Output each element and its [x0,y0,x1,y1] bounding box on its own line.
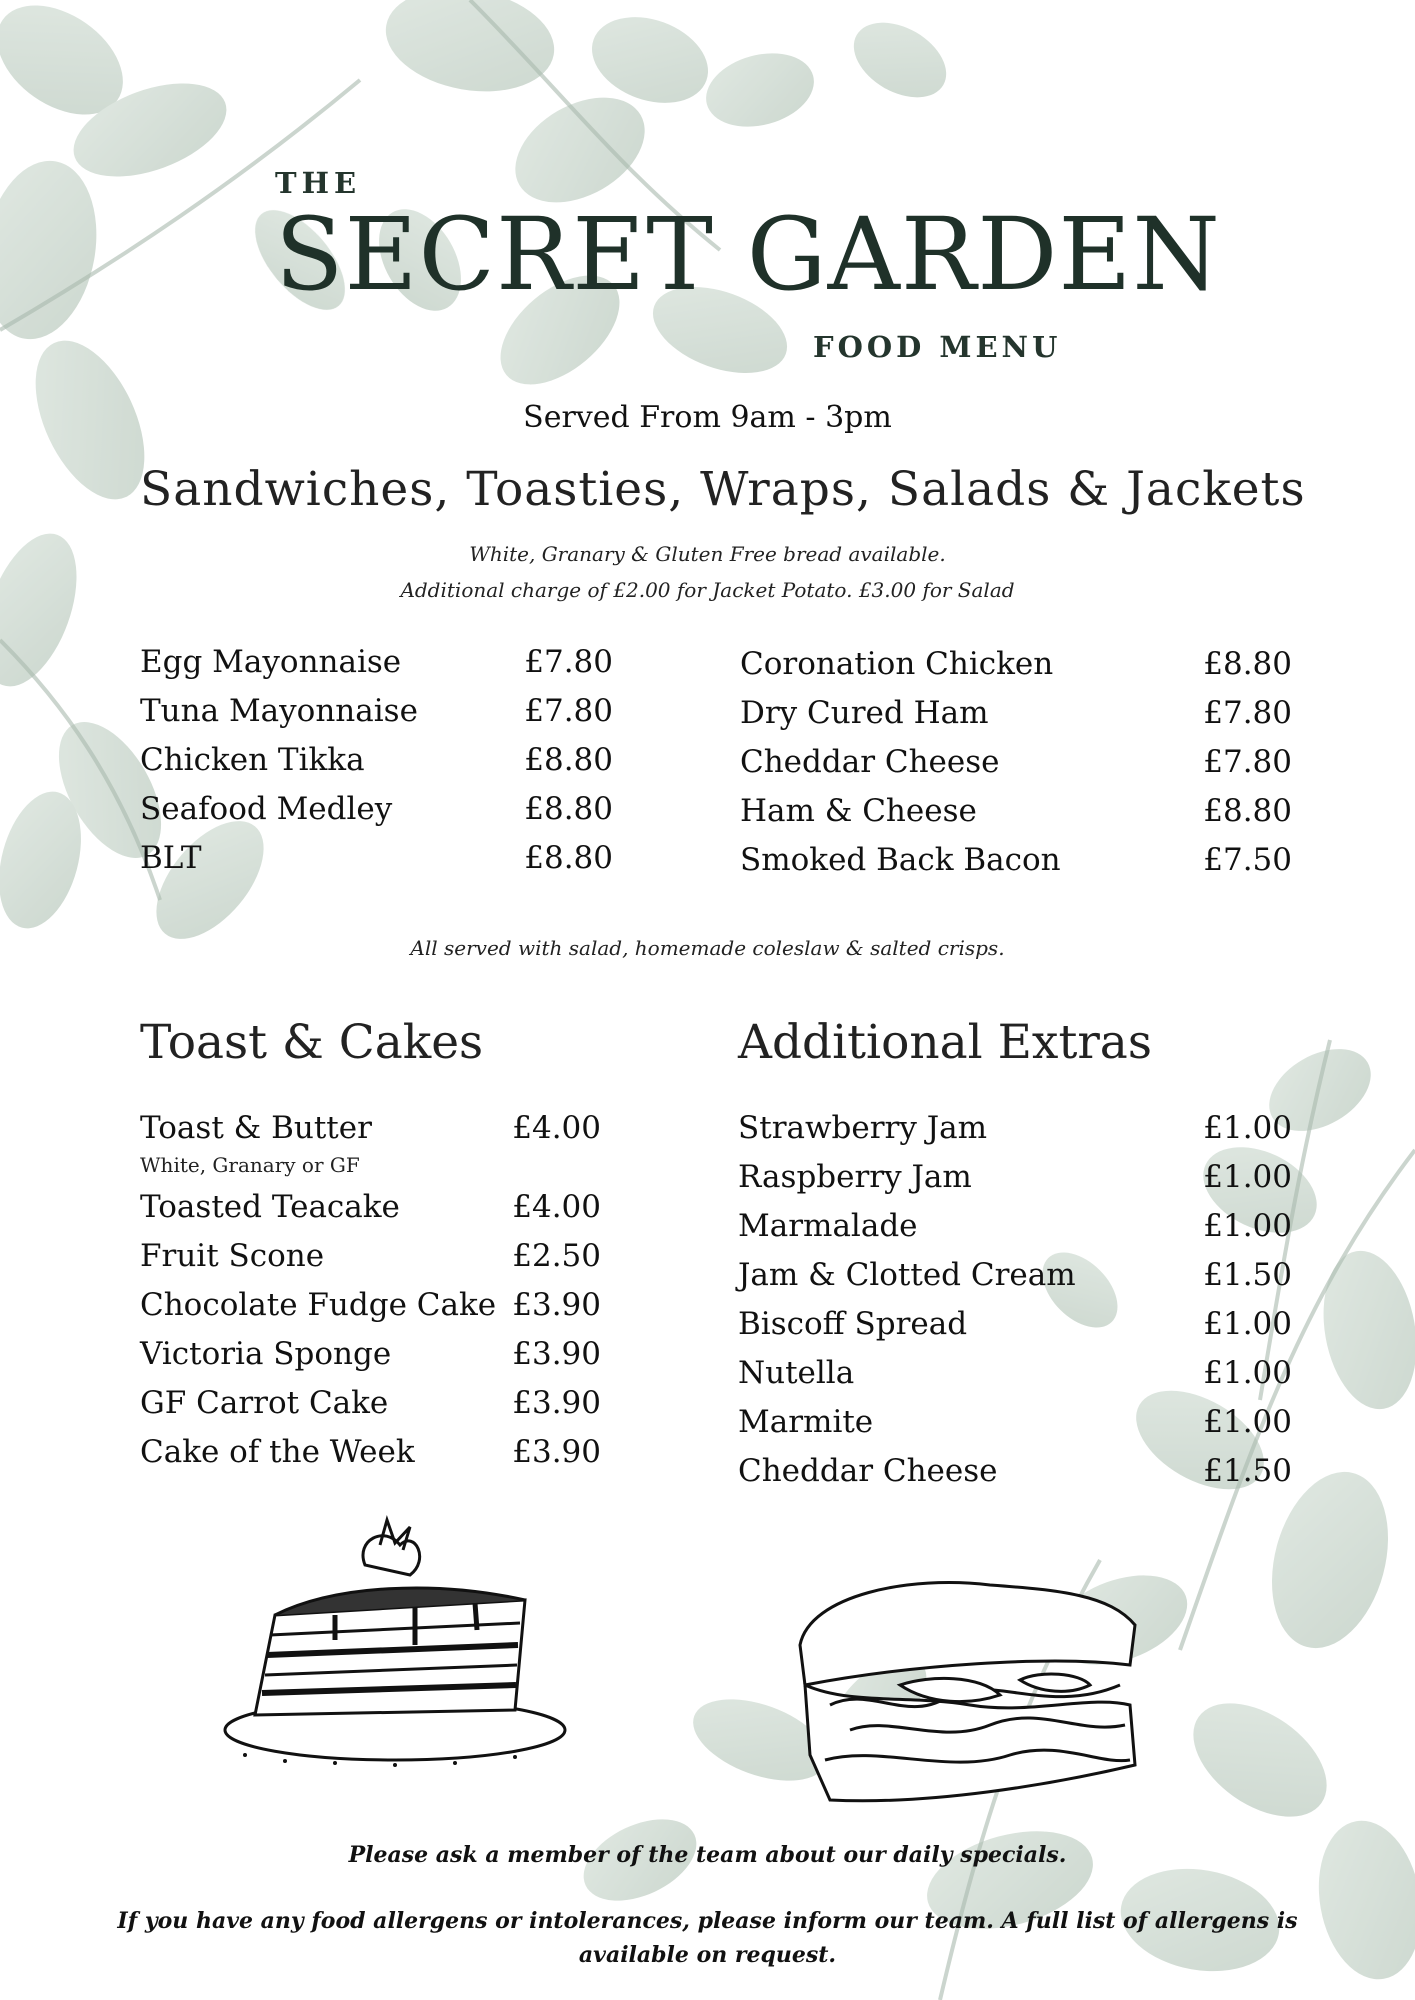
menu-item [738,1257,1292,1306]
menu-item [740,646,1292,695]
toast-list [140,1110,601,1483]
item-name: Ham & Cheese [740,793,977,829]
item-price: £1.00 [1203,1404,1292,1440]
served-hours: Served From 9am - 3pm [523,400,892,435]
item-name: Dry Cured Ham [740,695,989,731]
menu-item [738,1453,1292,1502]
menu-item [140,791,613,840]
brand-name: SECRET GARDEN [275,196,1221,313]
item-name: Cheddar Cheese [740,744,1000,780]
item-price: £1.00 [1203,1208,1292,1244]
menu-title: FOOD MENU [813,330,1062,364]
item-name: Marmite [738,1404,874,1440]
allergens-note: If you have any food allergens or intolerances, please inform our team. A full list of allergens is available on request. [117,1908,1298,1968]
section-title-toast: Toast & Cakes [140,1015,484,1070]
menu-item [738,1355,1292,1404]
sandwich-list-right [740,646,1292,891]
item-subtext [140,1153,601,1189]
item-name: BLT [140,840,202,876]
menu-item [740,695,1292,744]
item-name: Raspberry Jam [738,1159,972,1195]
item-name: Biscoff Spread [738,1306,968,1342]
menu-item [738,1208,1292,1257]
menu-item [140,1434,601,1483]
item-price: £1.00 [1203,1306,1292,1342]
menu-item [140,1238,601,1287]
bread-note: White, Granary & Gluten Free bread available. [469,542,946,566]
item-name: Cake of the Week [140,1434,415,1470]
item-price: £7.80 [1203,695,1292,731]
item-price: £4.00 [512,1110,601,1146]
menu-item [140,644,613,693]
item-name: Coronation Chicken [740,646,1054,682]
item-name: Chocolate Fudge Cake [140,1287,497,1323]
item-price: £8.80 [524,742,613,778]
item-name: Egg Mayonnaise [140,644,402,680]
item-price: £1.00 [1203,1355,1292,1391]
menu-item [140,840,613,889]
item-price: £8.80 [524,791,613,827]
item-price: £7.80 [524,644,613,680]
menu-item [738,1404,1292,1453]
item-price: £7.80 [1203,744,1292,780]
menu-item [738,1159,1292,1208]
item-name: Marmalade [738,1208,918,1244]
item-name: Seafood Medley [140,791,393,827]
item-name: Toast & Butter [140,1110,372,1146]
item-price: £7.50 [1203,842,1292,878]
menu-item [140,1110,601,1159]
item-price: £3.90 [512,1434,601,1470]
section-title-sandwiches: Sandwiches, Toasties, Wraps, Salads & Jackets [140,462,1306,517]
menu-item [140,1385,601,1434]
menu-item [740,793,1292,842]
item-name: Cheddar Cheese [738,1453,998,1489]
item-price: £8.80 [524,840,613,876]
item-name: Nutella [738,1355,855,1391]
item-price: £8.80 [1203,646,1292,682]
item-price: £3.90 [512,1336,601,1372]
item-price: £1.50 [1203,1257,1292,1293]
toast-bread-options: White, Granary or GF [140,1153,360,1177]
item-name: Chicken Tikka [140,742,365,778]
item-name: Victoria Sponge [140,1336,392,1372]
item-name: Tuna Mayonnaise [140,693,418,729]
item-name: Strawberry Jam [738,1110,988,1146]
item-name: Fruit Scone [140,1238,325,1274]
section-title-extras: Additional Extras [738,1015,1152,1070]
item-price: £8.80 [1203,793,1292,829]
item-price: £3.90 [512,1385,601,1421]
brand-the: THE [275,166,362,200]
item-name: Jam & Clotted Cream [738,1257,1076,1293]
cake-illustration [215,1505,580,1770]
specials-note: Please ask a member of the team about our daily specials. [348,1842,1067,1868]
menu-item [140,1336,601,1385]
menu-item [740,842,1292,891]
item-name: Smoked Back Bacon [740,842,1061,878]
item-price: £1.50 [1203,1453,1292,1489]
menu-item [738,1110,1292,1159]
sandwich-list-left [140,644,613,889]
item-name: GF Carrot Cake [140,1385,389,1421]
charge-note: Additional charge of £2.00 for Jacket Potato. £3.00 for Salad [400,578,1015,602]
menu-item [140,742,613,791]
item-price: £4.00 [512,1189,601,1225]
item-price: £7.80 [524,693,613,729]
item-price: £2.50 [512,1238,601,1274]
extras-list [738,1110,1292,1502]
menu-item [738,1306,1292,1355]
item-name: Toasted Teacake [140,1189,400,1225]
item-price: £1.00 [1203,1159,1292,1195]
menu-item [740,744,1292,793]
menu-item [140,693,613,742]
menu-item [140,1287,601,1336]
served-with-note: All served with salad, homemade coleslaw & salted crisps. [410,936,1005,960]
sandwich-illustration [790,1555,1150,1815]
item-price: £3.90 [512,1287,601,1323]
item-price: £1.00 [1203,1110,1292,1146]
menu-item [140,1189,601,1238]
